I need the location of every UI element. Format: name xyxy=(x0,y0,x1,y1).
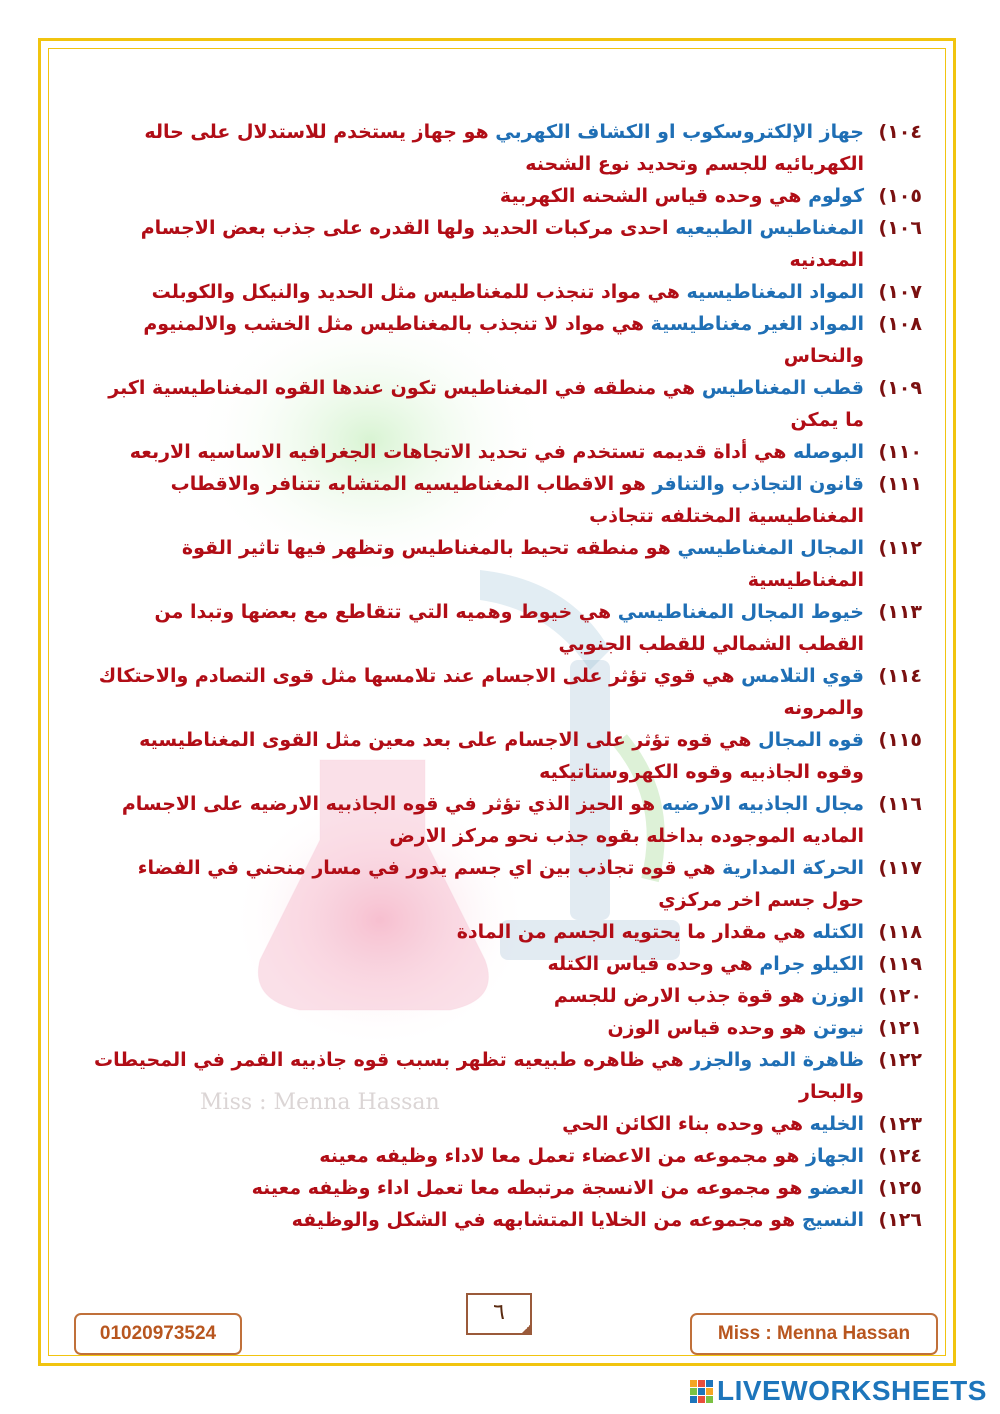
item-definition: هي وحده قياس الكتله xyxy=(547,953,760,975)
item-definition: هو مجموعه من الانسجة مرتبطه معا تعمل اداء وظيفه معينه xyxy=(251,1177,809,1199)
item-definition: هو مجموعه من الاعضاء تعمل معا لاداء وظيفه معينه xyxy=(319,1145,807,1167)
item-number: ١٠٥) xyxy=(878,185,922,207)
liveworksheets-wordmark: LIVEWORKSHEETS xyxy=(717,1375,987,1406)
page-number-box xyxy=(466,1293,532,1335)
item-definition: هو الاقطاب المغناطيسيه المتشابه تتنافر والاقطاب المغناطيسية المختلفه تتجاذب xyxy=(170,473,864,527)
item-term: كولوم xyxy=(808,185,864,207)
item-number: ١٠٧) xyxy=(878,281,922,303)
page-fold-corner xyxy=(520,1323,532,1335)
logo-square xyxy=(690,1380,697,1387)
logo-square xyxy=(698,1380,705,1387)
item-definition: هو مجموعه من الخلايا المتشابهه في الشكل والوظيفه xyxy=(291,1209,802,1231)
list-item xyxy=(92,852,922,916)
item-term: الحركة المدارية xyxy=(722,857,864,879)
list-item xyxy=(92,276,922,308)
list-item xyxy=(92,1044,922,1108)
list-item xyxy=(92,788,922,852)
item-definition: احدى مركبات الحديد ولها القدره على جذب بعض الاجسام المعدنيه xyxy=(140,217,864,271)
item-number: ١٢٥) xyxy=(878,1177,922,1199)
list-item xyxy=(92,724,922,788)
phone-number-box: 01020973524 xyxy=(74,1313,242,1355)
list-item xyxy=(92,1204,922,1236)
list-item xyxy=(92,1012,922,1044)
item-number: ١١٦) xyxy=(878,793,922,815)
item-number: ١٢٣) xyxy=(878,1113,922,1135)
item-number: ١٢٠) xyxy=(878,985,922,1007)
item-term: خيوط المجال المغناطيسي xyxy=(617,601,864,623)
item-term: مجال الجاذبيه الارضيه xyxy=(661,793,864,815)
item-term: العضو xyxy=(808,1177,864,1199)
logo-square xyxy=(690,1388,697,1395)
item-term: قوه المجال xyxy=(758,729,864,751)
watermark-text: Miss : Menna Hassan xyxy=(200,1090,440,1115)
list-item xyxy=(92,596,922,660)
item-term: الخليه xyxy=(809,1113,864,1135)
item-term: الجهاز xyxy=(806,1145,864,1167)
item-number: ١٠٤) xyxy=(878,121,922,143)
list-item xyxy=(92,660,922,724)
item-term: جهاز الإلكتروسكوب او الكشاف الكهربي xyxy=(495,121,864,143)
list-item xyxy=(92,372,922,436)
item-term: المغناطيس الطبيعيه xyxy=(675,217,864,239)
logo-square xyxy=(706,1396,713,1403)
item-number: ١٠٩) xyxy=(878,377,922,399)
list-item xyxy=(92,468,922,532)
logo-square xyxy=(706,1388,713,1395)
item-term: قوي التلامس xyxy=(741,665,864,687)
list-item xyxy=(92,308,922,372)
list-item xyxy=(92,212,922,276)
item-term: نيوتن xyxy=(812,1017,864,1039)
item-definition: هي قوه تؤثر على الاجسام على بعد معين مثل القوى المغناطيسيه وقوه الجاذبيه وقوه الكهروستاتيكيه xyxy=(139,729,864,783)
item-definition: هو قوة جذب الارض للجسم xyxy=(553,985,812,1007)
liveworksheets-logo[interactable] xyxy=(690,1376,987,1406)
list-item xyxy=(92,980,922,1012)
list-item xyxy=(92,916,922,948)
item-term: الكيلو جرام xyxy=(759,953,864,975)
item-definition: هو الحيز الذي تؤثر في قوه الجاذبيه الارضيه على الاجسام الماديه الموجوده بداخله بقوه جذب نحو مركز الارض xyxy=(121,793,864,847)
list-item xyxy=(92,532,922,596)
liveworksheets-grid-icon xyxy=(690,1380,713,1403)
item-number: ١٠٨) xyxy=(878,313,922,335)
item-definition: هو جهاز يستخدم للاستدلال على حاله الكهربائيه للجسم وتحديد نوع الشحنه xyxy=(144,121,864,175)
list-item xyxy=(92,180,922,212)
page-number: ٦ xyxy=(493,1300,505,1325)
item-term: الوزن xyxy=(811,985,864,1007)
list-item xyxy=(92,1172,922,1204)
definitions-list xyxy=(92,116,922,1236)
list-item xyxy=(92,1140,922,1172)
item-definition: هي قوي تؤثر على الاجسام عند تلامسها مثل قوى التصادم والاحتكاك والمرونه xyxy=(98,665,864,719)
item-definition: هو وحده قياس الوزن xyxy=(607,1017,813,1039)
item-term: المواد المغناطيسيه xyxy=(686,281,864,303)
logo-square xyxy=(698,1396,705,1403)
item-number: ١١٢) xyxy=(878,537,922,559)
item-term: قانون التجاذب والتنافر xyxy=(652,473,864,495)
item-definition: هو منطقه تحيط بالمغناطيس وتظهر فيها تاثير القوة المغناطيسية xyxy=(181,537,864,591)
item-number: ١٢٤) xyxy=(878,1145,922,1167)
teacher-name-box: Miss : Menna Hassan xyxy=(690,1313,938,1355)
item-definition: هي ظاهره طبيعيه تظهر بسبب قوه جاذبيه القمر في المحيطات والبحار xyxy=(94,1049,864,1103)
item-number: ١١٩) xyxy=(878,953,922,975)
logo-square xyxy=(690,1396,697,1403)
item-number: ١١٧) xyxy=(878,857,922,879)
item-term: قطب المغناطيس xyxy=(701,377,864,399)
item-definition: هي مواد تنجذب للمغناطيس مثل الحديد والنيكل والكوبلت xyxy=(151,281,687,303)
item-definition: هي مقدار ما يحتويه الجسم من المادة xyxy=(456,921,813,943)
item-definition: هي وحده قياس الشحنه الكهربية xyxy=(499,185,809,207)
item-definition: هي منطقه في المغناطيس تكون عندها القوه المغناطيسية اكبر ما يمكن xyxy=(108,377,864,431)
item-number: ١٠٦) xyxy=(878,217,922,239)
item-number: ١١٥) xyxy=(878,729,922,751)
item-definition: هي أداة قديمه تستخدم في تحديد الاتجاهات الجغرافيه الاساسيه الاربعه xyxy=(129,441,794,463)
item-definition: هي قوه تجاذب بين اي جسم يدور في مسار منحني في الفضاء حول جسم اخر مركزي xyxy=(137,857,864,911)
item-number: ١١٤) xyxy=(878,665,922,687)
item-number: ١٢٢) xyxy=(878,1049,922,1071)
item-number: ١١٣) xyxy=(878,601,922,623)
item-term: الكتله xyxy=(812,921,864,943)
item-definition: هي مواد لا تنجذب بالمغناطيس مثل الخشب والالمنيوم والنحاس xyxy=(143,313,864,367)
item-term: المجال المغناطيسي xyxy=(677,537,864,559)
item-term: النسيج xyxy=(801,1209,864,1231)
list-item xyxy=(92,436,922,468)
item-definition: هي وحده بناء الكائن الحي xyxy=(562,1113,810,1135)
item-number: ١٢٦) xyxy=(878,1209,922,1231)
list-item xyxy=(92,948,922,980)
item-number: ١١١) xyxy=(878,473,922,495)
item-number: ١١٨) xyxy=(878,921,922,943)
logo-square xyxy=(698,1388,705,1395)
item-term: المواد الغير مغناطيسية xyxy=(650,313,864,335)
logo-square xyxy=(706,1380,713,1387)
list-item xyxy=(92,1108,922,1140)
item-number: ١٢١) xyxy=(878,1017,922,1039)
list-item xyxy=(92,116,922,180)
item-definition: هي خيوط وهميه التي تتقاطع مع بعضها وتبدا من القطب الشمالي للقطب الجنوبي xyxy=(154,601,864,655)
item-number: ١١٠) xyxy=(878,441,922,463)
item-term: البوصله xyxy=(793,441,864,463)
item-term: ظاهرة المد والجزر xyxy=(690,1049,864,1071)
